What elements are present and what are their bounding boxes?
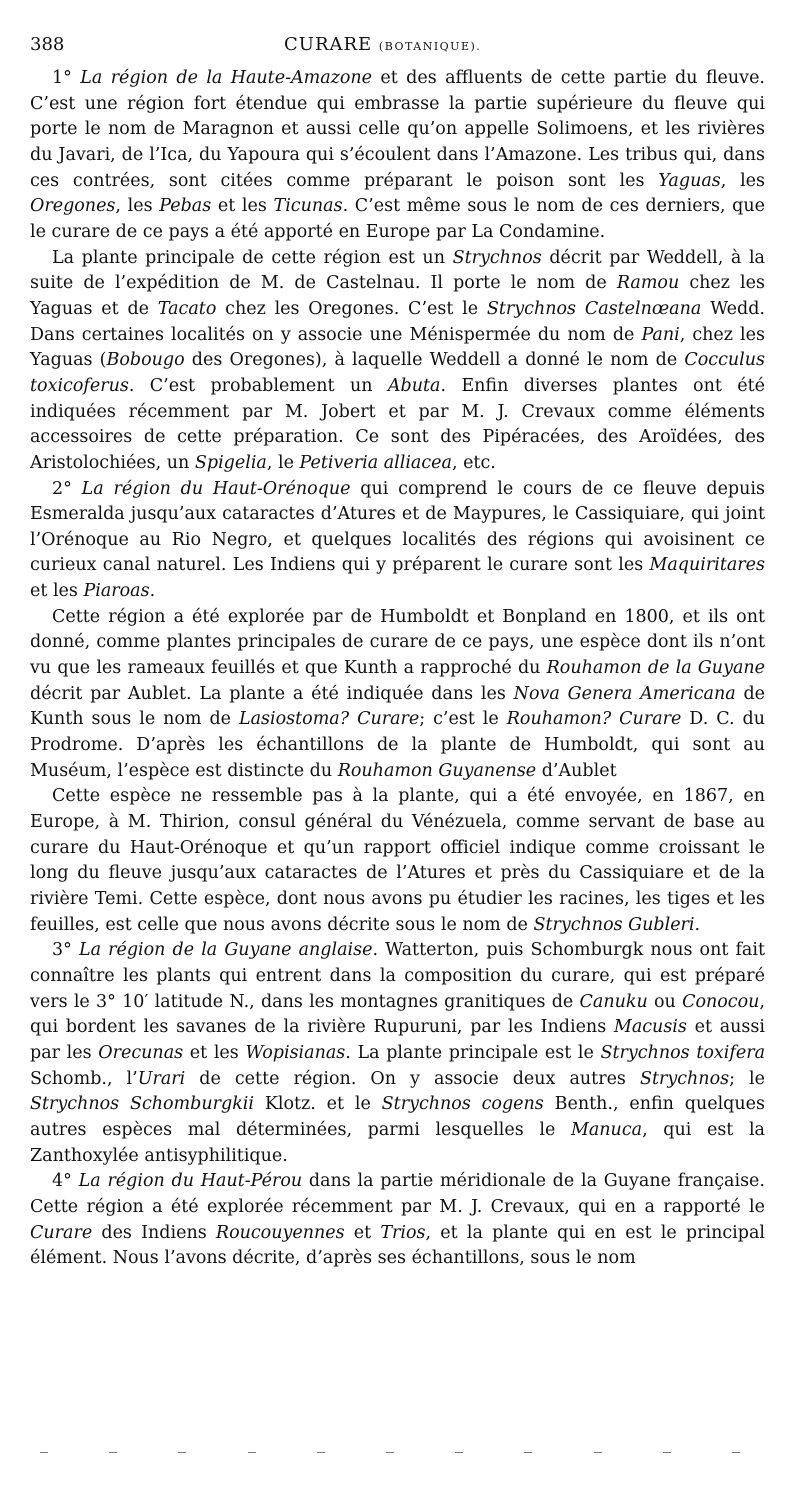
italic-run: Macusis [613, 1017, 687, 1038]
page-header [30, 30, 765, 60]
italic-run: Petiveria alliacea [299, 452, 452, 473]
text-run: et les [211, 196, 274, 217]
italic-run: Yaguas [658, 170, 721, 191]
text-run: 1° [52, 68, 81, 88]
italic-run: Curare [30, 1222, 93, 1243]
text-run: . C’est probablement un [128, 375, 388, 396]
body-text [30, 66, 765, 1272]
text-run: ; c’est le [419, 709, 507, 730]
text-run: et aussi par les [30, 1017, 765, 1063]
italic-run: Trios [380, 1222, 426, 1243]
italic-run: Nova Genera Americana [513, 683, 736, 704]
text-run: , les [115, 196, 160, 217]
italic-run: Rouhamon? Curare [506, 709, 682, 730]
running-title-main: CURARE [284, 34, 373, 55]
text-run: chez les Yaguas et de [30, 273, 765, 319]
text-run: La plante principale de cette région est un [52, 247, 453, 268]
italic-run: Spigelia [194, 452, 267, 473]
text-run: 2° [52, 478, 82, 499]
text-run: et des affluents de cette partie du fleuve. C’est une région fort étendue qui embrasse la partie supérieure du fleuve qui porte le nom de Maragnon et aussi celle qu’on appelle Solimoens, et les rivières du Javari, de l’Ica, du Yapoura qui s’écoulent dans l’Amazone. Les tribus qui, dans ces contrées, sont citées comme préparant le poison sont les [30, 68, 765, 191]
italic-run: Rouhamon Guyanense [337, 760, 537, 781]
italic-run: Cocculus toxicoferus [30, 350, 766, 396]
text-run: Klotz. et le [254, 1094, 382, 1115]
italic-run: Pebas [159, 196, 212, 217]
text-run: des Indiens [92, 1222, 216, 1243]
text-run: 3° [52, 940, 79, 961]
text-run: . La plante principale est le [345, 1042, 601, 1063]
text-run: . C’est même sous le nom de ces derniers, que le curare de ce pays a été apporté en Europe par La Condamine. [30, 196, 766, 242]
text-run: . [694, 914, 701, 935]
text-run: . [149, 581, 156, 602]
italic-run: Strychnos Schomburgkii [30, 1094, 254, 1115]
italic-run: Piaroas [83, 581, 150, 602]
italic-run: Abuta [387, 375, 441, 396]
italic-run: Strychnos cogens [381, 1094, 544, 1115]
footer-dashes [40, 1448, 740, 1458]
paragraph [30, 938, 765, 1169]
text-run: , etc. [451, 452, 496, 473]
italic-run: La région du Haut-Orénoque [81, 478, 351, 499]
italic-run: Canuku [579, 991, 648, 1012]
text-run: et les [30, 581, 84, 602]
italic-run: Roucouyennes [215, 1222, 345, 1243]
italic-run: Oregones [30, 196, 116, 217]
paragraph [30, 477, 765, 605]
text-run: ou [647, 991, 683, 1012]
text-run: d’Aublet [536, 760, 617, 781]
italic-run: Urari [137, 1068, 186, 1089]
text-run: 4° [52, 1171, 79, 1192]
text-run: Schomb., l’ [30, 1068, 138, 1089]
italic-run: Orecunas [98, 1042, 184, 1063]
text-run: Cette espèce ne ressemble pas à la plante, qui a été envoyée, en 1867, en Europe, à M. Thirion, consul général du Vénézuela, comme servant de base au curare du Haut-Orénoque et qu’un rapport officiel indique comme croissant le long du fleuve jusqu’aux cataractes de l’Atures et près du Cassiquiare et de la rivière Temi. Cette espèce, dont nous avons pu étudier les racines, les tiges et les feuilles, est celle que nous avons décrite sous le nom de [30, 786, 765, 935]
text-run: Wedd. Dans certaines localités on y associe une Ménispermée du nom de [30, 298, 765, 345]
text-run: , qui bordent les savanes de la rivière Rupuruni, par les Indiens [30, 991, 765, 1038]
text-run: , le [266, 452, 300, 473]
italic-run: Conocou [682, 991, 760, 1012]
text-run: dans la partie méridionale de la Guyane française. Cette région a été explorée récemment par M. J. Crevaux, qui en a rapporté le [30, 1171, 765, 1217]
text-run: , chez les Yaguas ( [30, 324, 765, 371]
page-number: 388 [30, 34, 65, 55]
text-run: décrit par Aublet. La plante a été indiquée dans les [30, 683, 514, 704]
italic-run: La région de la Haute-Amazone [80, 68, 373, 88]
italic-run: Strychnos [639, 1068, 730, 1089]
italic-run: Rouhamon de la Guyane [546, 658, 766, 679]
italic-run: Bobougo [106, 350, 185, 371]
italic-run: Manuca [570, 1119, 643, 1140]
italic-run: Strychnos toxifera [600, 1042, 765, 1063]
italic-run: Tacato [157, 298, 217, 319]
paragraph [30, 784, 765, 938]
text-run: de Kunth sous le nom de [30, 683, 765, 730]
italic-run: Ticunas [273, 196, 343, 217]
italic-run: Strychnos Castelnœana [486, 298, 702, 319]
italic-run: Pani [641, 324, 680, 345]
italic-run: Ramou [616, 273, 680, 294]
text-run: décrit par Weddell, à la suite de l’expédition de M. de Castelnau. Il porte le nom de [30, 247, 765, 294]
text-run: . Enfin diverses plantes ont été indiquées récemment par M. Jobert et par M. J. Crevaux comme éléments accessoires de cette préparation. Ce sont des Pipéracées, des Aroïdées, des Aristolochiées, un [30, 375, 765, 473]
italic-run: Lasiostoma? Curare [239, 709, 420, 730]
text-run: qui comprend le cours de ce fleuve depuis Esmeralda jusqu’aux cataractes d’Atures et de Maypures, le Cassiquiare, qui joint l’Orénoque au Rio Negro, et quelques localités des régions qui avoisinent ce curieux canal naturel. Les Indiens qui y préparent le curare sont les [30, 478, 765, 576]
running-title [284, 34, 481, 55]
paragraph [30, 1169, 765, 1272]
text-run: D. C. du Prodrome. D’après les échantillons de la plante de Humboldt, qui sont au Muséum, l’espèce est distincte du [30, 709, 765, 781]
text-run: , qui est la Zanthoxylée antisyphilitique. [30, 1119, 765, 1166]
italic-run: La région du Haut-Pérou [78, 1171, 303, 1192]
italic-run: Strychnos [452, 247, 542, 268]
text-run: de cette région. On y associe deux autres [185, 1068, 640, 1089]
text-run: et [344, 1222, 381, 1243]
text-run: ; le [729, 1068, 765, 1089]
paragraph [30, 246, 765, 477]
book-page [30, 30, 765, 1272]
italic-run: Maquiritares [649, 555, 765, 576]
text-run: , et la plante qui en est le principal élément. Nous l’avons décrite, d’après ses échantillons, sous le nom [30, 1222, 765, 1269]
text-run: Benth., enfin quelques autres espèces mal déterminées, parmi lesquelles le [30, 1094, 765, 1140]
paragraph [30, 66, 765, 246]
running-title-sub: (BOTANIQUE). [378, 40, 482, 53]
text-run: Cette région a été explorée par de Humboldt et Bonpland en 1800, et ils ont donné, comme plantes principales de curare de ce pays, une espèce dont ils n’ont vu que les rameaux feuillés et que Kunth a rapproché du [30, 606, 765, 679]
text-run: , les [720, 170, 765, 191]
italic-run: La région de la Guyane anglaise [78, 940, 373, 961]
italic-run: Strychnos Gubleri [533, 914, 695, 935]
text-run: et les [183, 1042, 246, 1063]
paragraph [30, 605, 765, 785]
text-run: chez les Oregones. C’est le [216, 298, 487, 319]
text-run: . Watterton, puis Schomburgk nous ont fait connaître les plants qui entrent dans la composition du curare, qui est préparé vers le 3° 10′ latitude N., dans les montagnes granitiques de [30, 940, 765, 1012]
text-run: des Oregones), à laquelle Weddell a donné le nom de [184, 350, 685, 371]
italic-run: Wopisianas [245, 1042, 346, 1063]
